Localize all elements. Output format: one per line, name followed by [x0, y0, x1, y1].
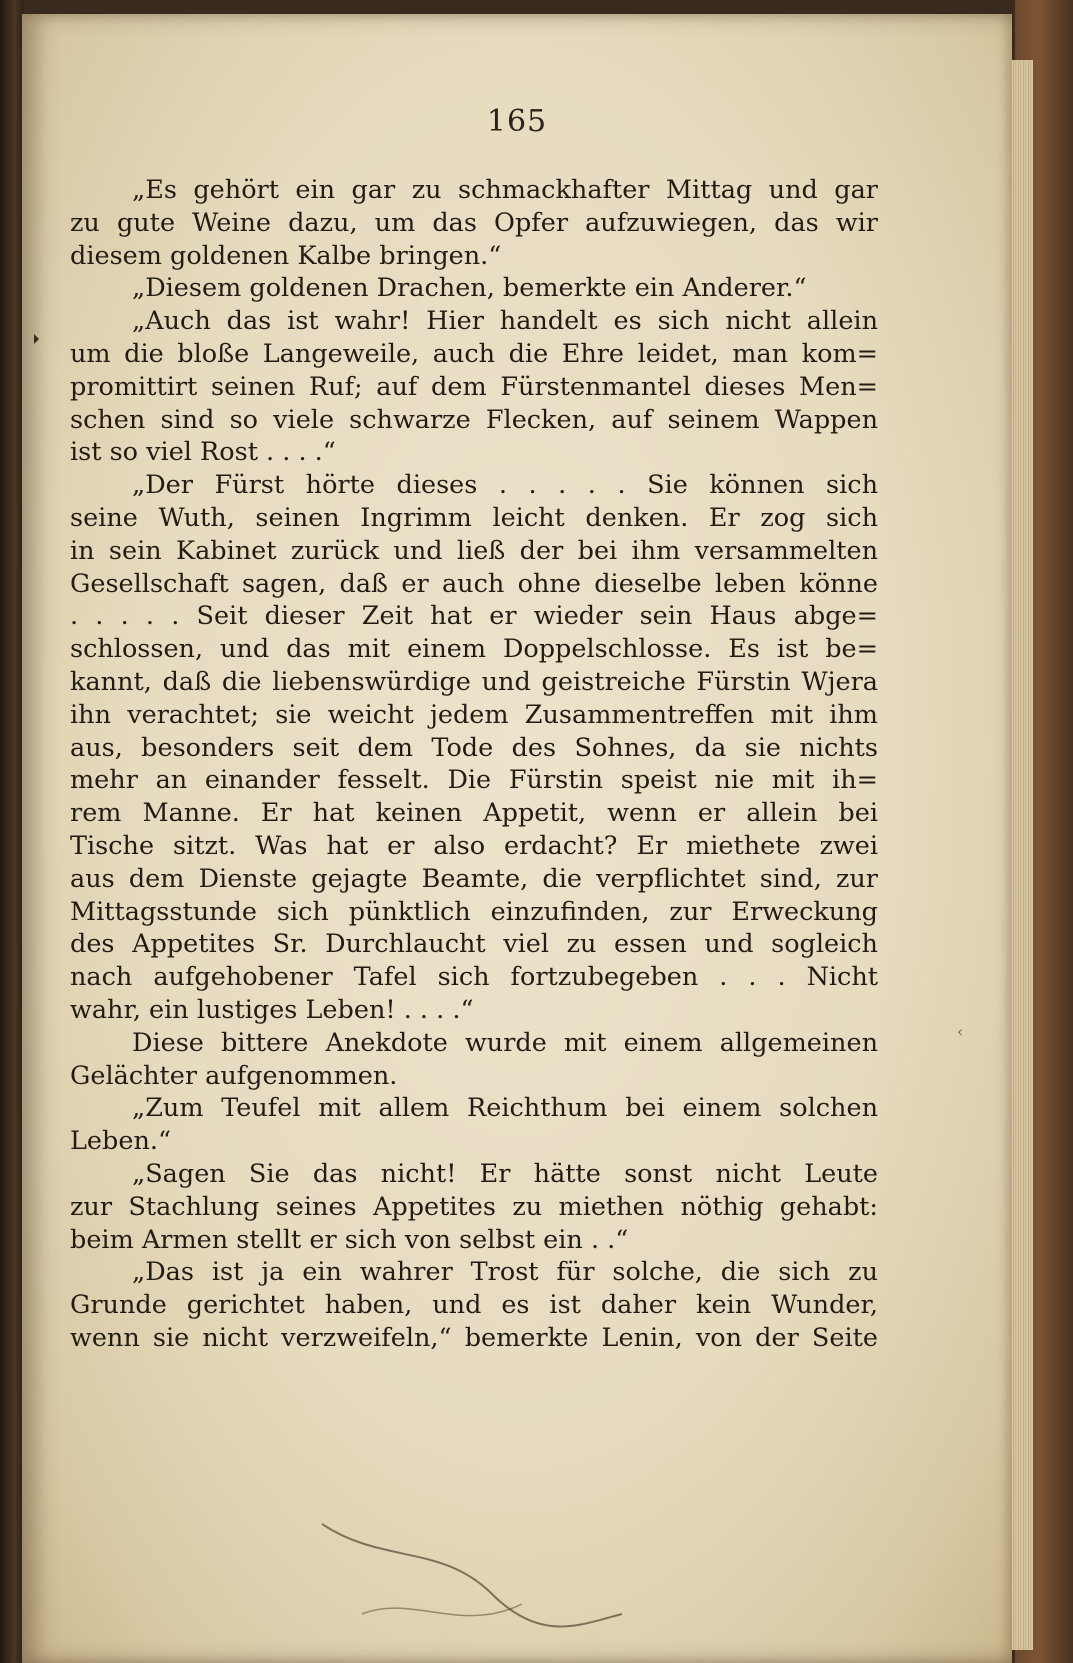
text-line: schen sind so viele schwarze Flecken, auf seinem Wappen — [70, 404, 878, 435]
text-line: wahr, ein lustiges Leben! . . . .“ — [70, 994, 474, 1025]
text-line: „Sagen Sie das nicht! Er hätte sonst nicht Leute — [132, 1158, 878, 1189]
text-line: in sein Kabinet zurück und ließ der bei ihm versammelten — [70, 535, 878, 566]
text-line: . . . . . Seit dieser Zeit hat er wieder sein Haus abge= — [70, 601, 878, 632]
text-line: Gesellschaft sagen, daß er auch ohne dieselbe leben könne — [70, 568, 878, 599]
text-line: Leben.“ — [70, 1126, 172, 1157]
text-line: promittirt seinen Ruf; auf dem Fürstenmantel dieses Men= — [70, 371, 878, 402]
text-line: zur Stachlung seines Appetites zu miethen nöthig gehabt: — [70, 1191, 878, 1222]
text-line: aus dem Dienste gejagte Beamte, die verpflichtet sind, zur — [70, 863, 878, 894]
text-line: Grunde gerichtet haben, und es ist daher kein Wunder, — [70, 1290, 878, 1321]
text-line: Diese bittere Anekdote wurde mit einem allgemeinen — [132, 1027, 878, 1058]
text-line: „Zum Teufel mit allem Reichthum bei einem solchen — [132, 1093, 878, 1124]
text-line: mehr an einander fesselt. Die Fürstin speist nie mit ih= — [70, 765, 878, 796]
text-line: beim Armen stellt er sich von selbst ein . .“ — [70, 1224, 629, 1255]
text-line: „Auch das ist wahr! Hier handelt es sich nicht allein — [132, 306, 878, 337]
text-line: seine Wuth, seinen Ingrimm leicht denken. Er zog sich — [70, 502, 878, 533]
text-line: „Der Fürst hörte dieses . . . . . Sie können sich — [132, 470, 878, 501]
text-line: Tische sitzt. Was hat er also erdacht? Er miethete zwei — [70, 830, 878, 861]
text-line: wenn sie nicht verzweifeln,“ bemerkte Lenin, von der Seite — [70, 1322, 878, 1353]
text-line: „Diesem goldenen Drachen, bemerkte ein Anderer.“ — [132, 273, 807, 304]
text-line: schlossen, und das mit einem Doppelschlosse. Es ist be= — [70, 634, 878, 665]
gutter-mark — [34, 334, 39, 344]
text-line: ihn verachtet; sie weicht jedem Zusammentreffen mit ihm — [70, 699, 878, 730]
text-line: Gelächter aufgenommen. — [70, 1060, 398, 1091]
text-line: kannt, daß die liebenswürdige und geistreiche Fürstin Wjera — [70, 666, 878, 697]
text-line: „Es gehört ein gar zu schmackhafter Mittag und gar — [132, 175, 878, 205]
text-line: zu gute Weine dazu, um das Opfer aufzuwiegen, das wir — [70, 207, 878, 238]
text-line: um die bloße Langeweile, auch die Ehre leidet, man kom= — [70, 338, 878, 369]
page-number: 165 — [486, 104, 548, 139]
book-cover-left — [0, 0, 24, 1663]
text-line: „Das ist ja ein wahrer Trost für solche, die sich zu — [132, 1257, 878, 1288]
text-line: diesem goldenen Kalbe bringen.“ — [70, 240, 502, 271]
text-line: des Appetites Sr. Durchlaucht viel zu essen und sogleich — [70, 929, 878, 960]
margin-mark: ‹ — [957, 1022, 964, 1041]
text-line: ist so viel Rost . . . .“ — [70, 437, 336, 468]
text-line: Mittagsstunde sich pünktlich einzufinden, zur Erweckung — [70, 896, 878, 927]
book-page — [22, 14, 1012, 1663]
body-text — [70, 174, 878, 1355]
bookmark-thread — [302, 1504, 642, 1644]
text-line: rem Manne. Er hat keinen Appetit, wenn er allein bei — [70, 798, 878, 829]
text-line: nach aufgehobener Tafel sich fortzubegeben . . . Nicht — [70, 962, 878, 993]
text-line: aus, besonders seit dem Tode des Sohnes, da sie nichts — [70, 732, 878, 763]
